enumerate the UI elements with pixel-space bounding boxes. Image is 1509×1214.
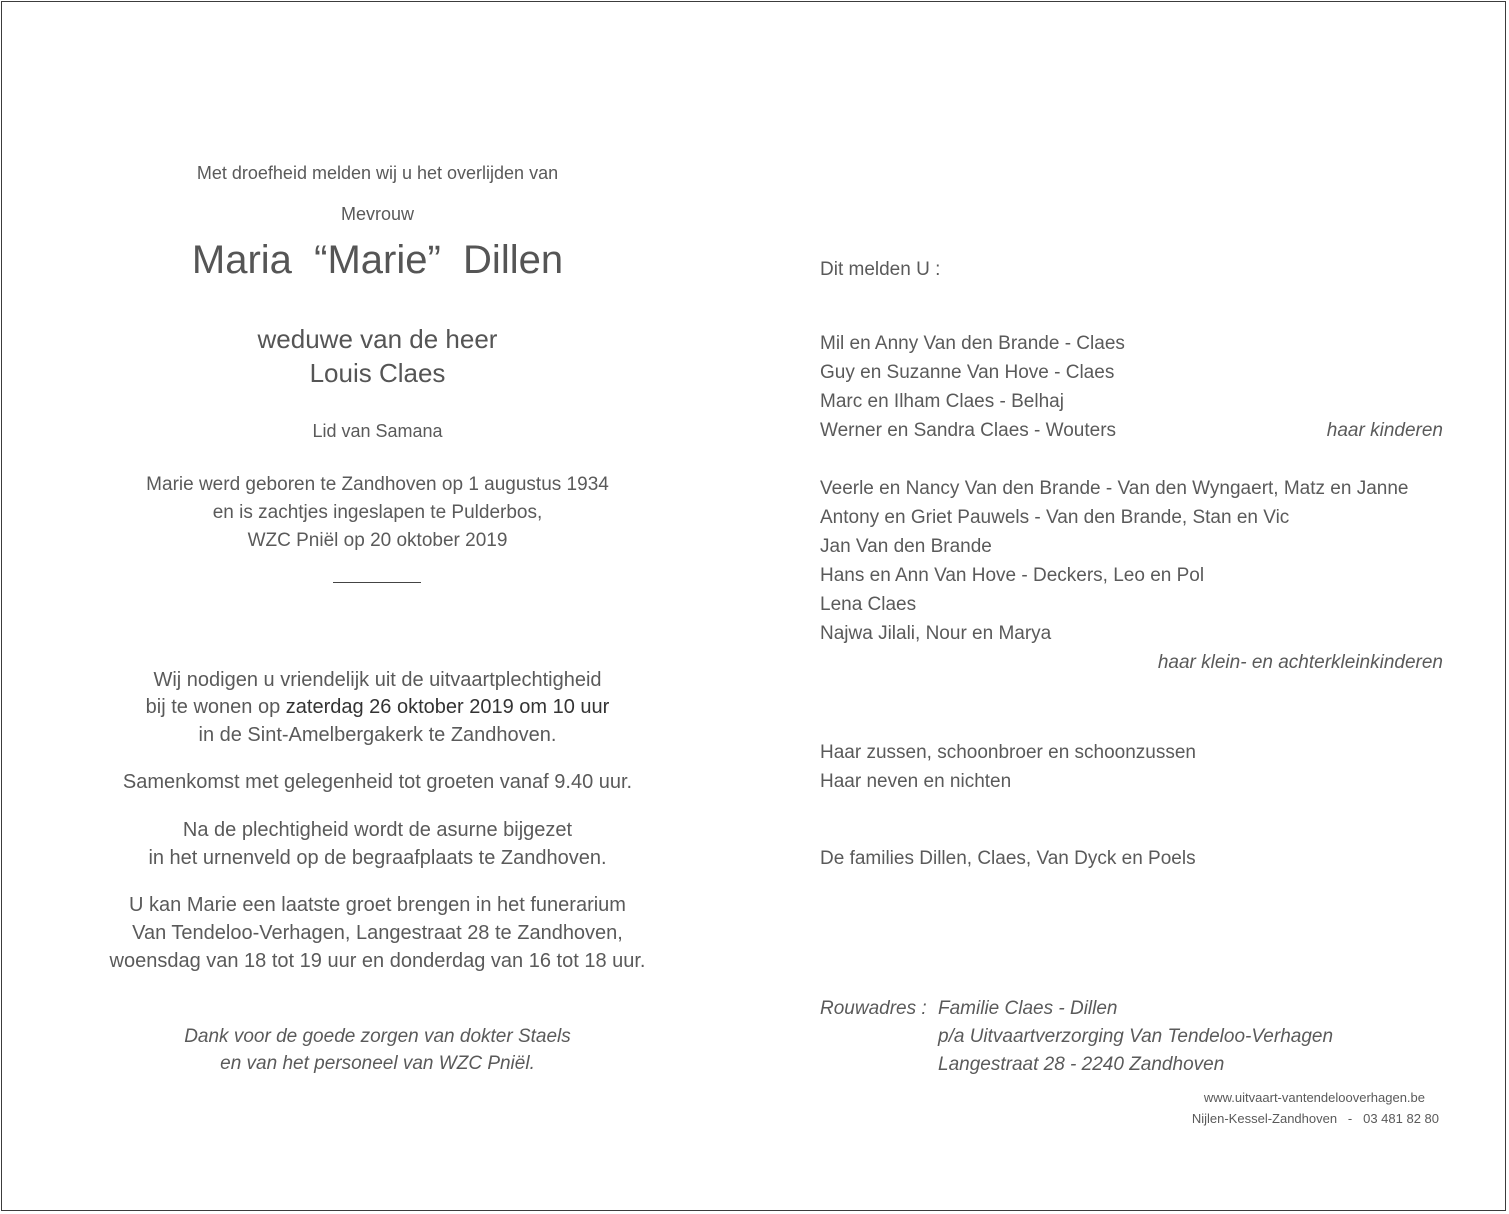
grandchild-item: Antony en Griet Pauwels - Van den Brande, Stan en Vic [820, 507, 1290, 528]
invite-line-2-text: bij te wonen op [145, 696, 286, 718]
deceased-name: Maria “Marie” Dillen [191, 238, 564, 282]
address-line-3: Langestraat 28 - 2240 Zandhoven [938, 1054, 1225, 1075]
thanks-line-1: Dank voor de goede zorgen van dokter Staels [184, 1026, 571, 1047]
gathering-text: Samenkomst met gelegenheid tot groeten vanaf 9.40 uur. [122, 771, 633, 793]
child-item: Marc en Ilham Claes - Belhaj [820, 391, 1064, 412]
urn-line-1: Na de plechtigheid wordt de asurne bijgezet [182, 819, 573, 841]
grandchild-item: Hans en Ann Van Hove - Deckers, Leo en Pol [820, 565, 1205, 586]
salutation: Mevrouw [340, 204, 415, 224]
ceremony-date: zaterdag 26 oktober 2019 om 10 uur [285, 696, 610, 718]
grandchild-item: Veerle en Nancy Van den Brande - Van den Wyngaert, Matz en Janne [820, 478, 1409, 499]
widow-line-1: weduwe van de heer [257, 324, 498, 354]
address-label: Rouwadres : [820, 998, 927, 1019]
birth-line-2: en is zachtjes ingeslapen te Pulderbos, [212, 502, 543, 523]
announcement-column [60, 0, 695, 1214]
invite-line-2 [60, 696, 695, 719]
grandchildren-label: haar klein- en achterkleinkinderen [1157, 652, 1443, 673]
birth-line-1: Marie werd geboren te Zandhoven op 1 augustus 1934 [146, 474, 609, 495]
birth-line-3: WZC Pniël op 20 oktober 2019 [247, 530, 508, 551]
invite-line-3: in de Sint-Amelbergakerk te Zandhoven. [198, 724, 557, 746]
membership: Lid van Samana [312, 421, 443, 441]
grandchild-item: Najwa Jilali, Nour en Marya [820, 623, 1052, 644]
visit-line-2: Van Tendeloo-Verhagen, Langestraat 28 te Zandhoven, [132, 922, 623, 944]
urn-line-2: in het urnenveld op de begraafplaats te Zandhoven. [148, 847, 607, 869]
children-label: haar kinderen [1326, 420, 1443, 441]
footer-contact: Nijlen-Kessel-Zandhoven - 03 481 82 80 [1191, 1111, 1439, 1126]
child-item: Mil en Anny Van den Brande - Claes [820, 333, 1125, 354]
family-header: Dit melden U : [820, 259, 941, 280]
divider-line [333, 582, 421, 583]
website-text: www.uitvaart-vantendelooverhagen.be [1203, 1090, 1425, 1105]
grandchild-item: Lena Claes [820, 594, 917, 615]
invite-line-1: Wij nodigen u vriendelijk uit de uitvaartplechtigheid [153, 669, 602, 691]
intro-text: Met droefheid melden wij u het overlijden van [196, 163, 559, 183]
address-line-1: Familie Claes - Dillen [938, 998, 1118, 1019]
siblings-text: Haar zussen, schoonbroer en schoonzussen [820, 742, 1197, 763]
cousins-text: Haar neven en nichten [820, 771, 1012, 792]
widow-line-2: Louis Claes [309, 358, 446, 388]
families-text: De families Dillen, Claes, Van Dyck en Poels [820, 848, 1196, 869]
visit-line-3: woensdag van 18 tot 19 uur en donderdag van 16 tot 18 uur. [109, 950, 646, 972]
visit-line-1: U kan Marie een laatste groet brengen in het funerarium [129, 894, 626, 916]
address-line-2: p/a Uitvaartverzorging Van Tendeloo-Verhagen [938, 1026, 1334, 1047]
thanks-line-2: en van het personeel van WZC Pniël. [220, 1053, 535, 1074]
child-item: Guy en Suzanne Van Hove - Claes [820, 362, 1115, 383]
grandchild-item: Jan Van den Brande [820, 536, 992, 557]
child-item: Werner en Sandra Claes - Wouters [820, 420, 1117, 441]
